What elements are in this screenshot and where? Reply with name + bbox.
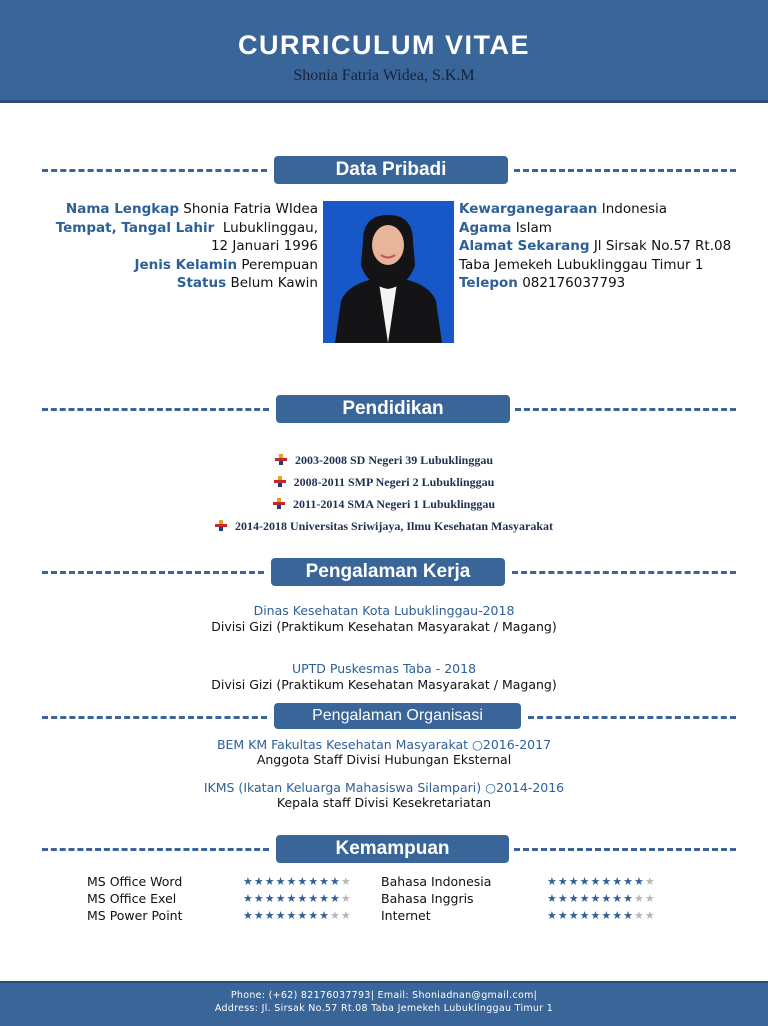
- personal-info-left: [40, 200, 318, 293]
- section-title-skills: Kemampuan: [276, 835, 509, 863]
- star-filled-icon: ★: [319, 875, 330, 888]
- star-filled-icon: ★: [243, 908, 254, 922]
- bullet-icon: [275, 454, 287, 469]
- section-title-education: Pendidikan: [276, 395, 510, 423]
- education-item: [0, 475, 768, 491]
- star-filled-icon: ★: [308, 891, 320, 905]
- star-filled-icon: ★: [297, 875, 309, 888]
- star-filled-icon: ★: [286, 908, 298, 922]
- address-label: Alamat Sekarang: [459, 238, 590, 254]
- star-filled-icon: ★: [264, 875, 276, 888]
- star-filled-icon: ★: [568, 875, 580, 888]
- star-filled-icon: ★: [590, 875, 602, 888]
- star-filled-icon: ★: [547, 875, 558, 888]
- skill-name: MS Office Exel: [87, 890, 177, 906]
- star-filled-icon: ★: [612, 875, 624, 888]
- star-filled-icon: ★: [319, 891, 330, 905]
- skill-name: Bahasa Inggris: [381, 890, 474, 906]
- star-filled-icon: ★: [590, 891, 602, 905]
- star-filled-icon: ★: [264, 891, 276, 905]
- dashed-divider-left: [42, 408, 269, 411]
- dashed-divider-right: [528, 716, 736, 719]
- full-name-label: Nama Lengkap: [65, 201, 179, 217]
- star-filled-icon: ★: [253, 875, 265, 888]
- star-filled-icon: ★: [579, 875, 591, 888]
- skill-name: MS Office Word: [87, 874, 183, 889]
- skill-rating: [243, 908, 352, 925]
- section-header-education: [42, 395, 736, 425]
- religion-value: Islam: [515, 219, 552, 236]
- profile-photo: [323, 201, 454, 343]
- section-header-personal: [42, 156, 736, 186]
- skill-rating: [547, 908, 656, 925]
- header-banner: [0, 0, 768, 103]
- star-empty-icon: ★: [340, 891, 352, 905]
- personal-info-right: [459, 200, 759, 293]
- star-filled-icon: ★: [275, 875, 287, 888]
- religion-label: Agama: [459, 219, 512, 236]
- religion-row: [459, 219, 759, 238]
- footer-contact: Phone: (+62) 82176037793| Email: Shoniadnan@gmail.com|: [230, 990, 538, 1001]
- footer-address: Address: Jl. Sirsak No.57 Rt.08 Taba Jemekeh Lubuklinggau Timur 1: [214, 1003, 554, 1014]
- organization-name: IKMS (Ikatan Keluarga Mahasiswa Silampari) ○2014-2016: [203, 780, 565, 795]
- star-filled-icon: ★: [243, 875, 254, 888]
- skill-name: Internet: [381, 907, 431, 923]
- status-row: [40, 274, 318, 293]
- education-text: 2014-2018 Universitas Sriwijaya, Ilmu Kesehatan Masyarakat: [235, 519, 553, 533]
- education-text: 2008-2011 SMP Negeri 2 Lubuklinggau: [293, 475, 495, 489]
- star-empty-icon: ★: [644, 908, 656, 922]
- work-place: Dinas Kesehatan Kota Lubuklinggau-2018: [253, 603, 515, 618]
- dashed-divider-left: [42, 716, 267, 719]
- star-filled-icon: ★: [601, 908, 613, 922]
- skill-rating: [547, 891, 656, 908]
- birth-date-row: [40, 237, 318, 256]
- star-empty-icon: ★: [634, 908, 645, 922]
- star-filled-icon: ★: [557, 891, 569, 905]
- work-role: Divisi Gizi (Praktikum Kesehatan Masyarakat / Magang): [211, 619, 557, 634]
- star-filled-icon: ★: [297, 908, 309, 922]
- star-empty-icon: ★: [644, 875, 656, 888]
- section-title-work: Pengalaman Kerja: [271, 558, 505, 586]
- star-empty-icon: ★: [634, 891, 645, 905]
- star-filled-icon: ★: [330, 891, 341, 905]
- birth-place-value: Lubuklinggau,: [222, 219, 318, 236]
- star-filled-icon: ★: [264, 908, 276, 922]
- star-filled-icon: ★: [547, 908, 558, 922]
- star-filled-icon: ★: [623, 908, 634, 922]
- star-filled-icon: ★: [308, 908, 320, 922]
- gender-value: Perempuan: [241, 256, 318, 273]
- page-title: CURRICULUM VITAE: [238, 30, 530, 60]
- gender-row: [40, 256, 318, 275]
- work-role: Divisi Gizi (Praktikum Kesehatan Masyarakat / Magang): [211, 677, 557, 692]
- star-filled-icon: ★: [557, 908, 569, 922]
- star-filled-icon: ★: [601, 891, 613, 905]
- skill-name: Bahasa Indonesia: [381, 874, 492, 889]
- address-value: Jl Sirsak No.57 Rt.08: [593, 238, 732, 254]
- phone-value: 082176037793: [522, 275, 626, 291]
- star-filled-icon: ★: [612, 908, 624, 922]
- star-filled-icon: ★: [623, 875, 634, 888]
- nationality-label: Kewarganegaraan: [459, 201, 598, 217]
- education-item: [0, 519, 768, 535]
- skill-rating: [243, 874, 352, 891]
- star-filled-icon: ★: [557, 875, 569, 888]
- birth-row: [40, 219, 318, 238]
- skills-list-left: [87, 874, 183, 924]
- skill-ratings-right: [547, 874, 656, 924]
- skill-name: MS Power Point: [87, 907, 183, 923]
- organization-name: BEM KM Fakultas Kesehatan Masyarakat ○2016-2017: [216, 737, 552, 752]
- bullet-icon: [215, 520, 227, 535]
- gender-label: Jenis Kelamin: [134, 256, 238, 273]
- skills-list-right: [381, 874, 491, 924]
- nationality-row: [459, 200, 759, 219]
- star-filled-icon: ★: [308, 875, 320, 888]
- star-filled-icon: ★: [590, 908, 602, 922]
- organization-role: Kepala staff Divisi Kesekretariatan: [276, 795, 492, 810]
- dashed-divider-left: [42, 571, 264, 574]
- address-row: [459, 237, 759, 256]
- star-filled-icon: ★: [623, 891, 634, 905]
- star-filled-icon: ★: [275, 908, 287, 922]
- skill-rating: [547, 874, 656, 891]
- dashed-divider-right: [514, 169, 736, 172]
- section-title-organization: Pengalaman Organisasi: [274, 703, 521, 729]
- dashed-divider-right: [512, 571, 736, 574]
- education-text: 2003-2008 SD Negeri 39 Lubuklinggau: [294, 453, 494, 467]
- birth-date-value: 12 Januari 1996: [210, 238, 318, 254]
- star-filled-icon: ★: [601, 875, 613, 888]
- dashed-divider-left: [42, 169, 267, 172]
- star-filled-icon: ★: [579, 908, 591, 922]
- profile-photo-illustration: [323, 201, 454, 343]
- star-filled-icon: ★: [579, 891, 591, 905]
- star-filled-icon: ★: [319, 908, 330, 922]
- education-text: 2011-2014 SMA Negeri 1 Lubuklinggau: [292, 497, 496, 511]
- star-filled-icon: ★: [297, 891, 309, 905]
- star-filled-icon: ★: [568, 908, 580, 922]
- full-name-value: Shonia Fatria WIdea: [183, 201, 318, 217]
- section-title-personal: Data Pribadi: [274, 156, 508, 184]
- birth-label: Tempat, Tangal Lahir: [55, 219, 215, 236]
- education-item: [0, 453, 768, 469]
- organization-role: Anggota Staff Divisi Hubungan Eksternal: [256, 752, 512, 767]
- section-header-skills: [42, 835, 736, 865]
- star-empty-icon: ★: [644, 891, 656, 905]
- star-filled-icon: ★: [547, 891, 558, 905]
- star-filled-icon: ★: [243, 891, 254, 905]
- phone-label: Telepon: [459, 275, 518, 291]
- star-filled-icon: ★: [612, 891, 624, 905]
- status-label: Status: [176, 275, 227, 291]
- star-filled-icon: ★: [253, 908, 265, 922]
- work-place: UPTD Puskesmas Taba - 2018: [291, 661, 477, 676]
- address-row-2: [459, 256, 759, 275]
- education-item: [0, 497, 768, 513]
- bullet-icon: [273, 498, 285, 513]
- star-empty-icon: ★: [340, 875, 352, 888]
- star-empty-icon: ★: [340, 908, 352, 922]
- full-name-row: [40, 200, 318, 219]
- star-filled-icon: ★: [286, 891, 298, 905]
- status-value: Belum Kawin: [230, 275, 318, 291]
- skill-ratings-left: [243, 874, 352, 924]
- star-filled-icon: ★: [286, 875, 298, 888]
- section-header-work: [42, 558, 736, 588]
- dashed-divider-left: [42, 848, 269, 851]
- skill-rating: [243, 891, 352, 908]
- bullet-icon: [274, 476, 286, 491]
- star-filled-icon: ★: [275, 891, 287, 905]
- star-filled-icon: ★: [253, 891, 265, 905]
- section-header-organization: [42, 703, 736, 733]
- star-filled-icon: ★: [568, 891, 580, 905]
- dashed-divider-right: [515, 408, 736, 411]
- nationality-value: Indonesia: [601, 201, 668, 217]
- star-filled-icon: ★: [330, 875, 341, 888]
- star-filled-icon: ★: [634, 875, 645, 888]
- person-name: Shonia Fatria Widea, S.K.M: [293, 67, 475, 84]
- phone-row: [459, 274, 759, 293]
- star-empty-icon: ★: [330, 908, 341, 922]
- dashed-divider-right: [514, 848, 736, 851]
- footer-banner: [0, 981, 768, 1026]
- address-value-2: Taba Jemekeh Lubuklinggau Timur 1: [459, 256, 704, 273]
